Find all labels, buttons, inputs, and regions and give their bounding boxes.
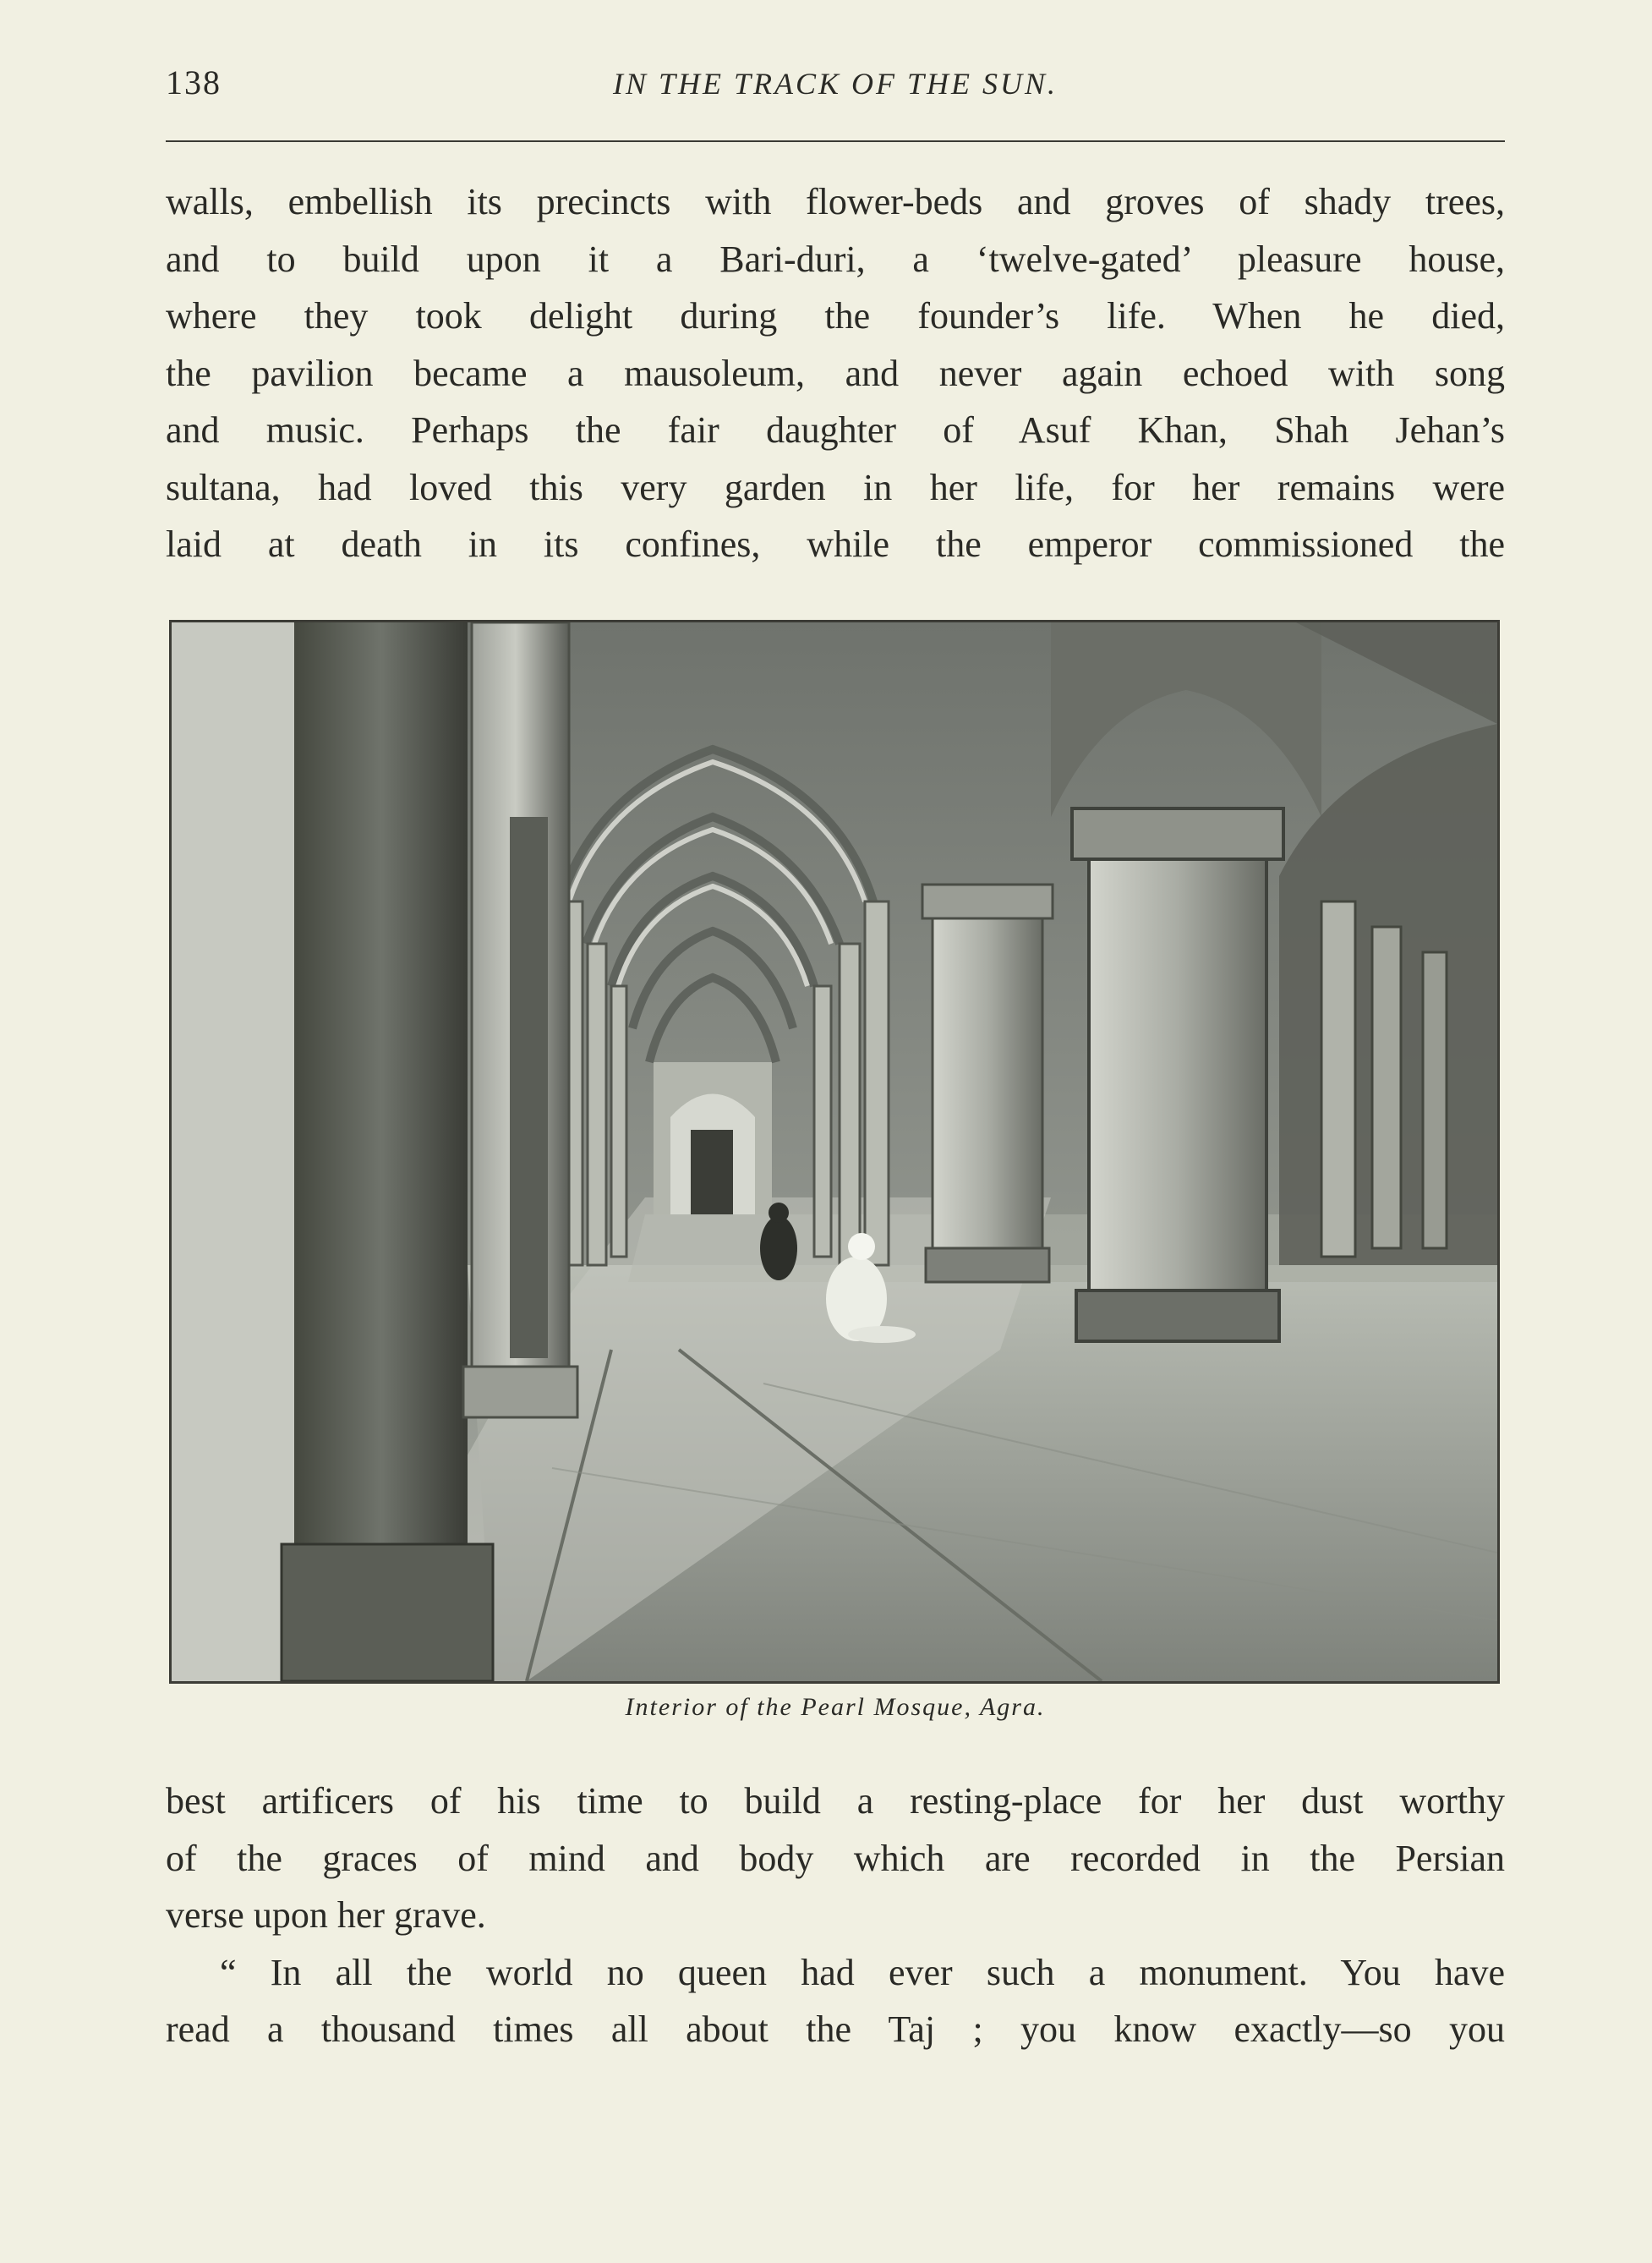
text-line: and to build upon it a Bari-duri, a ‘twelve-gated’ pleasure house, [166,238,1505,280]
page-number: 138 [166,63,222,101]
text-line: “ In all the world no queen had ever such a monument. You have [220,1951,1505,1993]
text-line: where they took delight during the founder’s life. When he died, [166,295,1505,337]
mosque-photograph [169,620,1500,1684]
figure-caption: Interior of the Pearl Mosque, Agra. [625,1693,1046,1721]
header-rule [166,140,1505,142]
text-line: and music. Perhaps the fair daughter of Asuf Khan, Shah Jehan’s [166,409,1505,451]
text-line: best artificers of his time to build a resting-place for her dust worthy [166,1780,1505,1822]
text-line: laid at death in its confines, while the emperor commissioned the [166,523,1505,565]
body-text-bottom [166,1773,1505,2058]
text-line: read a thousand times all about the Taj ; you know exactly—so you [166,2008,1505,2050]
text-line: walls, embellish its precincts with flower-beds and groves of shady trees, [166,181,1505,222]
text-line: verse upon her grave. [166,1894,486,1936]
body-text-top [166,173,1505,573]
text-line: the pavilion became a mausoleum, and never again echoed with song [166,352,1505,394]
paragraph-continued [166,173,1505,573]
running-head [166,63,1505,107]
paragraph [166,1773,1505,1944]
pearl-mosque-interior-image [172,622,1497,1681]
running-title: IN THE TRACK OF THE SUN. [612,67,1058,101]
text-line: of the graces of mind and body which are recorded in the Persian [166,1837,1505,1879]
text-line: sultana, had loved this very garden in her life, for her remains were [166,466,1505,508]
paragraph [166,1944,1505,2058]
